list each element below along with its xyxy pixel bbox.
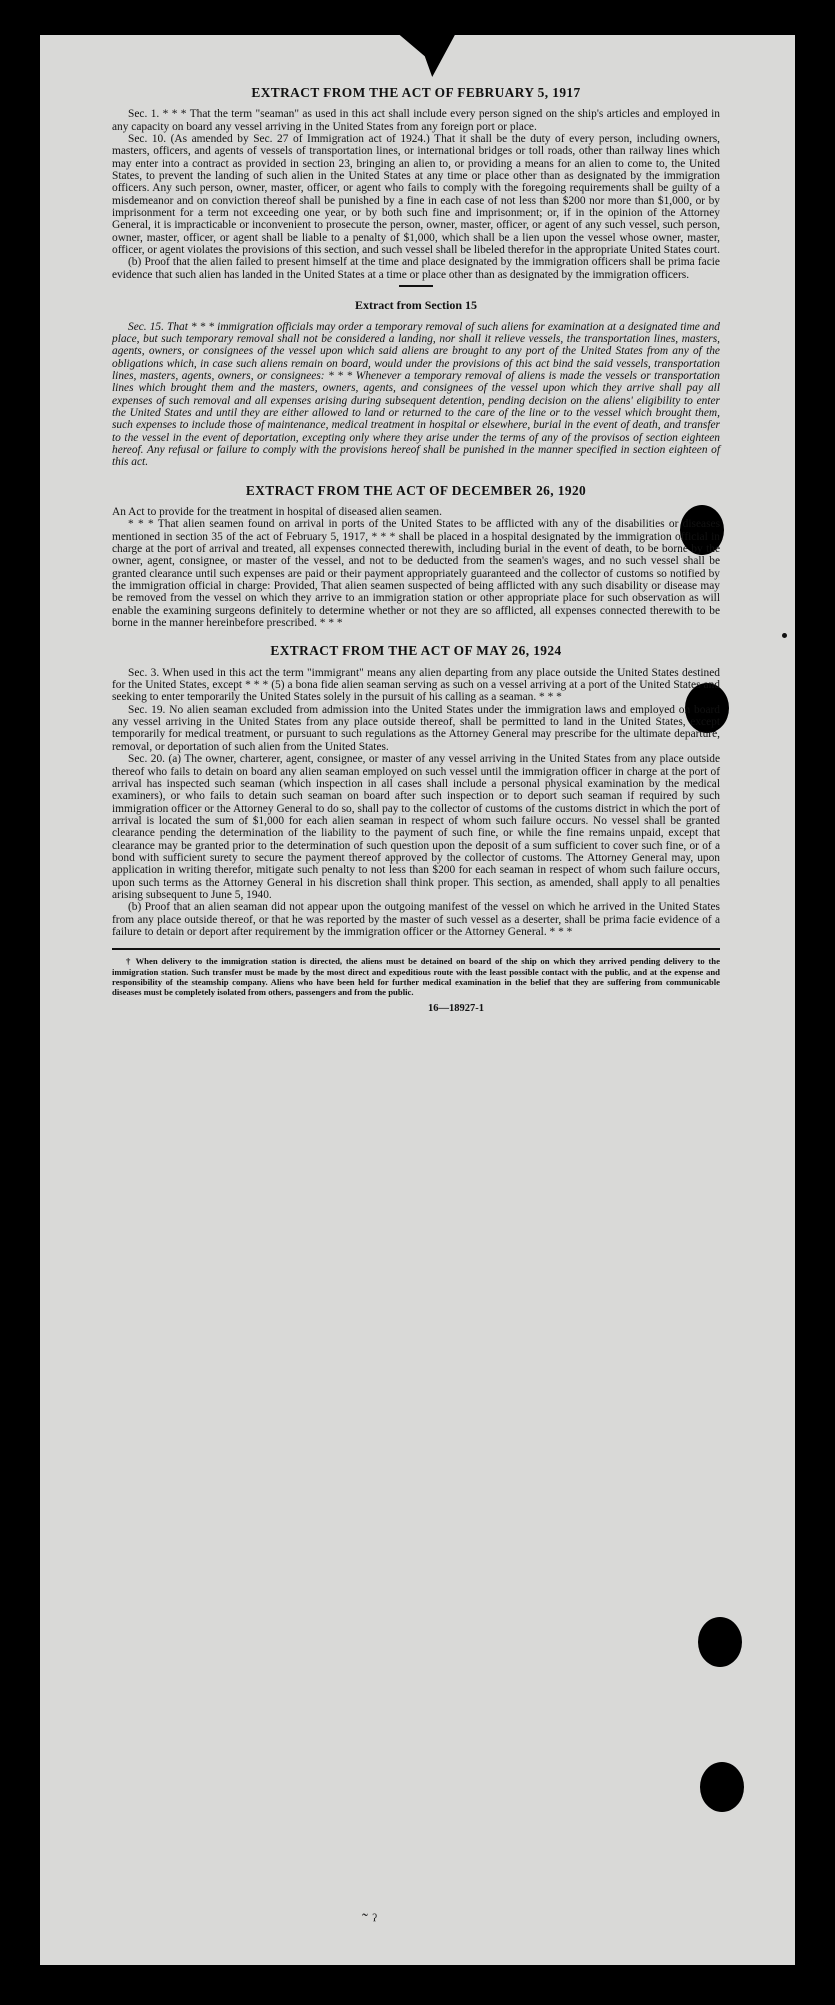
document-page <box>40 35 795 1965</box>
heading-section-15: Extract from Section 15 <box>354 298 478 313</box>
paragraph-1917-sec10: Sec. 10. (As amended by Sec. 27 of Immigration act of 1924.) That it shall be the duty of every person, including owners, masters, officers, and agents of vessels of transportation lines, or international bridges or toll roads, other than railway lines which may enter into a contract as provided in section 23, bringing an alien to, or providing a means for an alien to come to, the United States, to prevent the landing of such alien in the United States at any time or place other than as designated by the immigration officers. Any such person, owner, master, officer, or agent who fails to comply with the foregoing requirements shall be guilty of a misdemeanor and on conviction thereof shall be punished by a fine in each case of not less than $200 nor more than $1,000, or by imprisonment for a term not exceeding one year, or by both such fine and imprisonment; or, if in the opinion of the Attorney General, it is impracticable or inconvenient to prosecute the person, owner, master, officer, or agent of any such vessel, such person, owner, master, officer, or agent shall be liable to a penalty of $1,000, which shall be a lien upon the vessel whose owner, master, officer, or agent violates the provisions of this section, and such vessel shall be libeled therefor in the appropriate United States court. <box>112 133 720 257</box>
heading-act-1924: EXTRACT FROM THE ACT OF MAY 26, 1924 <box>270 643 562 659</box>
heading-act-1920: EXTRACT FROM THE ACT OF DECEMBER 26, 1920 <box>245 482 587 498</box>
divider <box>399 285 433 287</box>
punch-hole <box>698 1617 742 1667</box>
heading-act-1917: EXTRACT FROM THE ACT OF FEBRUARY 5, 1917 <box>251 85 581 100</box>
document-body <box>112 87 720 1015</box>
paragraph-1924-sec3: Sec. 3. When used in this act the term "immigrant" means any alien departing from any place outside the United States destined for the United States, except * * * (5) a bona fide alien seaman serving as such on a vessel arriving at a port of the United States and seeking to enter temporarily the United States solely in the pursuit of his calling as a seaman. * * * <box>112 666 720 704</box>
footnote-text: † When delivery to the immigration station is directed, the aliens must be detained on board of the ship on which they arrived pending delivery to the immigration station. Such transfer must be made by the most direct and expeditious route with the least possible contact with the public, and at the expense and responsibility of the steamship company. Aliens who have been held for further medical examination in the belief that they are suffering from communicable diseases must be completely isolated from others, passengers and from the public. <box>112 956 720 997</box>
paragraph-1924-sec19: Sec. 19. No alien seaman excluded from admission into the United States under the immigration laws and employed on board any vessel arriving in the United States from any place outside thereof, shall be permitted to land in the United States, except temporarily for medical treatment, or pursuant to such regulations as the Attorney General may prescribe for the ultimate departure, removal, or deportation of such alien from the United States. <box>112 703 720 753</box>
paragraph-1917-b: (b) Proof that the alien failed to present himself at the time and place designated by the immigration officers shall be prima facie evidence that such alien has landed in the United States at a time or place other than as designated by the immigration officers. <box>112 256 720 281</box>
speck <box>782 633 787 638</box>
paragraph-1920-body: * * * That alien seamen found on arrival in ports of the United States to be afflicted with any of the disabilities or diseases mentioned in section 35 of the act of February 5, 1917, * * * shall be placed in a hospital designated by the immigration official in charge at the port of arrival and treated, all expenses connected therewith, including burial in the event of death, to be borne by the owner, agent, consignee, or master of the vessel, and not to be deducted from the seamen's wages, and no such vessel shall be granted clearance until such expenses are paid or their payment appropriately guaranteed and the collector of customs so notified by the immigration official in charge: Provided, That alien seamen suspected of being afflicted with any such disability or disease may be removed from the vessel on which they arrive to an immigration station or other appropriate place for such observation as will enable the examining surgeons definitely to determine whether or not they are so afflicted, all expenses connected therewith to be borne in the manner hereinbefore prescribed. * * * <box>112 518 720 630</box>
bottom-marks: ˜ ˀ <box>362 1910 377 1930</box>
punch-hole <box>700 1762 744 1812</box>
torn-corner <box>395 35 457 77</box>
paragraph-1924-sec20: Sec. 20. (a) The owner, charterer, agent, consignee, or master of any vessel arriving in the United States from any place outside thereof who fails to detain on board any alien seaman employed on such vessel until the immigration officer in charge at the port of arrival has inspected such seaman (which inspection in all cases shall include a personal physical examination by the medical examiners), or who fails to detain such seaman on board after such inspection or to deport such seaman if required by such immigration officer or the Attorney General to do so, shall pay to the collector of customs of the customs district in which the port of arrival is located the sum of $1,000 for each alien seaman in respect of whom such failure occurs. No vessel shall be granted clearance pending the determination of the liability to the payment of such fine, or while the fine remains unpaid, except that clearance may be granted prior to the determination of such question upon the deposit of a sum sufficient to cover such fine, or of a bond with sufficient surety to secure the payment thereof approved by the collector of customs. The Attorney General may, upon application in writing therefor, mitigate such penalty to not less than $200 for each seaman in respect of whom such failure occurs, upon such terms as the Attorney General in his discretion shall think proper. This section, as amended, shall apply to all penalties arising subsequent to June 5, 1940. <box>112 753 720 901</box>
footnote <box>112 956 720 997</box>
paragraph-1924-b: (b) Proof that an alien seaman did not appear upon the outgoing manifest of the vessel on which he arrived in the United States from any place outside thereof, or that he was reported by the master of such vessel as a deserter, shall be prima facie evidence of a failure to detain or deport after requirement by the immigration officer or the Attorney General. * * * <box>112 901 720 938</box>
paragraph-1920-title: An Act to provide for the treatment in hospital of diseased alien seamen. <box>112 505 442 518</box>
paragraph-sec15: Sec. 15. That * * * immigration officials may order a temporary removal of such aliens for examination at a designated time and place, but such temporary removal shall not be considered a landing, nor shall it relieve vessels, the transportation lines, masters, agents, owners, or consignees of the vessel upon which said aliens are brought to any port of the United States from any of the obligations which, in case such aliens remain on board, would under the provisions of this act bind the said vessels, transportation lines, masters, agents, owners, or consignees: * * * Whenever a temporary removal of aliens is made the vessels or transportation lines which brought them and the masters, owners, agents, and consignees of the vessel upon which they arrive shall pay all expenses of such removal and all expenses arising during subsequent detention, pending decision on the aliens' eligibility to enter the United States and until they are either allowed to land or returned to the care of the line or to the vessel which brought them, such expenses to include those of maintenance, medical treatment in hospital or elsewhere, burial in the event of death, and transfer to the vessel in the event of deportation, excepting only where they arise under the terms of any of the provisos of section eighteen hereof. Any refusal or failure to comply with the provisions hereof shall be punished in the manner specified in section eighteen of this act. <box>112 320 720 469</box>
footnote-divider <box>112 948 720 950</box>
paragraph-1917-sec1: Sec. 1. * * * That the term "seaman" as used in this act shall include every person signed on the ship's articles and employed in any capacity on board any vessel arriving in the United States from any foreign port or place. <box>112 108 720 133</box>
form-code: 16—18927-1 <box>428 1003 484 1015</box>
